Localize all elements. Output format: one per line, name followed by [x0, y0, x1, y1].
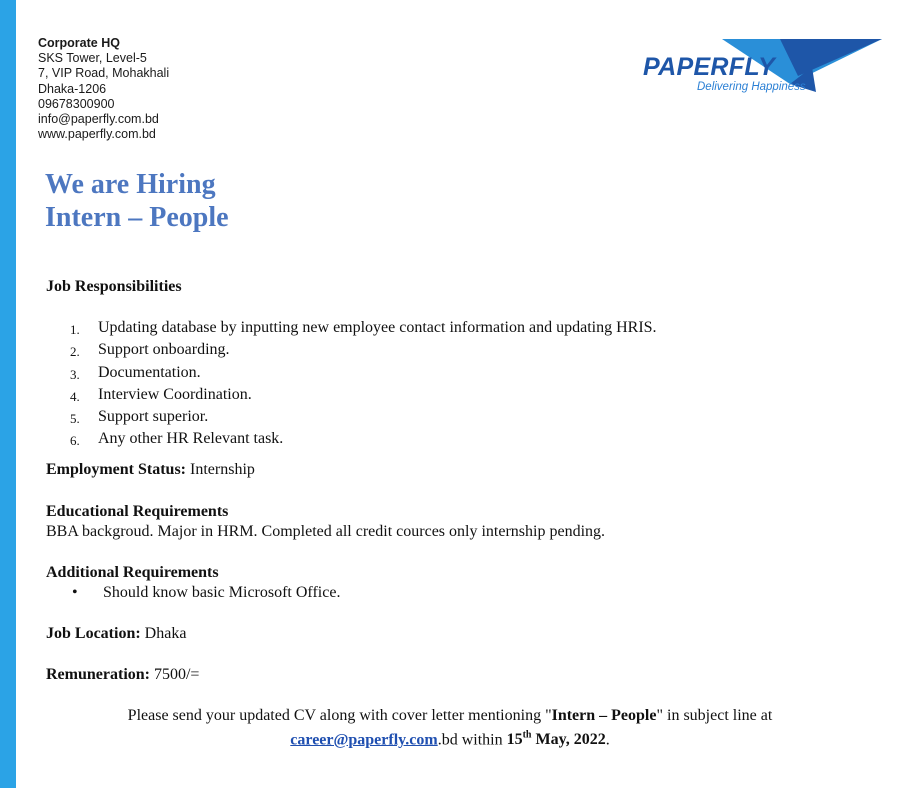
hq-line: 7, VIP Road, Mohakhali: [38, 66, 170, 81]
instructions-line-1: Please send your updated CV along with cover letter mentioning "Intern – People" in subject line at: [127, 707, 773, 724]
remuneration: [46, 666, 199, 684]
hq-website: www.paperfly.com.bd: [38, 127, 156, 142]
list-item: 3. Documentation.: [70, 363, 201, 382]
hq-email: info@paperfly.com.bd: [38, 112, 159, 127]
list-item: 6. Any other HR Relevant task.: [70, 430, 284, 449]
hq-phone: 09678300900: [38, 96, 115, 111]
application-instructions: [40, 706, 860, 750]
job-location-label: Job Location:: [46, 625, 141, 642]
list-item: 5. Support superior.: [70, 408, 209, 427]
employment-status-value: Internship: [190, 461, 255, 478]
list-item: 2. Support onboarding.: [70, 341, 230, 360]
education-text: BBA backgroud. Major in HRM. Completed all credit cources only internship pending.: [46, 523, 606, 540]
list-item: 1. Updating database by inputting new employee contact information and updating HRIS.: [70, 319, 657, 337]
additional-heading: Additional Requirements: [46, 564, 219, 581]
instructions-line-2: career@paperfly.com.bd within 15th May, 2022.: [290, 730, 610, 749]
remuneration-value: 7500/=: [153, 666, 200, 683]
hq-line: Dhaka-1206: [38, 81, 107, 96]
hq-line: SKS Tower, Level-5: [38, 51, 147, 66]
subject-line-text: Intern – People: [551, 707, 657, 724]
educational-requirements: [46, 502, 605, 542]
title-position: Intern – People: [45, 202, 229, 233]
remuneration-label: Remuneration:: [46, 666, 150, 683]
employment-status: [46, 461, 255, 479]
page-title: [45, 168, 229, 234]
bullet-icon: •: [72, 584, 78, 601]
list-item: • Should know basic Microsoft Office.: [72, 584, 341, 601]
paperfly-logo: [640, 36, 885, 98]
job-location: [46, 625, 186, 643]
job-location-value: Dhaka: [144, 625, 187, 642]
education-heading: Educational Requirements: [46, 503, 229, 520]
career-email-link[interactable]: career@paperfly.com: [290, 731, 438, 749]
job-responsibilities-heading: Job Responsibilities: [46, 278, 182, 295]
hq-title: Corporate HQ: [38, 36, 120, 50]
responsibilities-list: [70, 318, 657, 452]
left-accent-bar: [0, 0, 16, 788]
logo-wordmark: PAPERFLY: [643, 53, 776, 81]
deadline-date: 15th May, 2022: [506, 730, 606, 749]
title-hiring: We are Hiring: [45, 169, 216, 200]
additional-requirements: [46, 563, 340, 603]
logo-tagline: Delivering Happiness: [697, 81, 806, 93]
corporate-hq-address: [38, 36, 169, 142]
list-item: 4. Interview Coordination.: [70, 385, 252, 404]
employment-status-label: Employment Status:: [46, 461, 187, 478]
